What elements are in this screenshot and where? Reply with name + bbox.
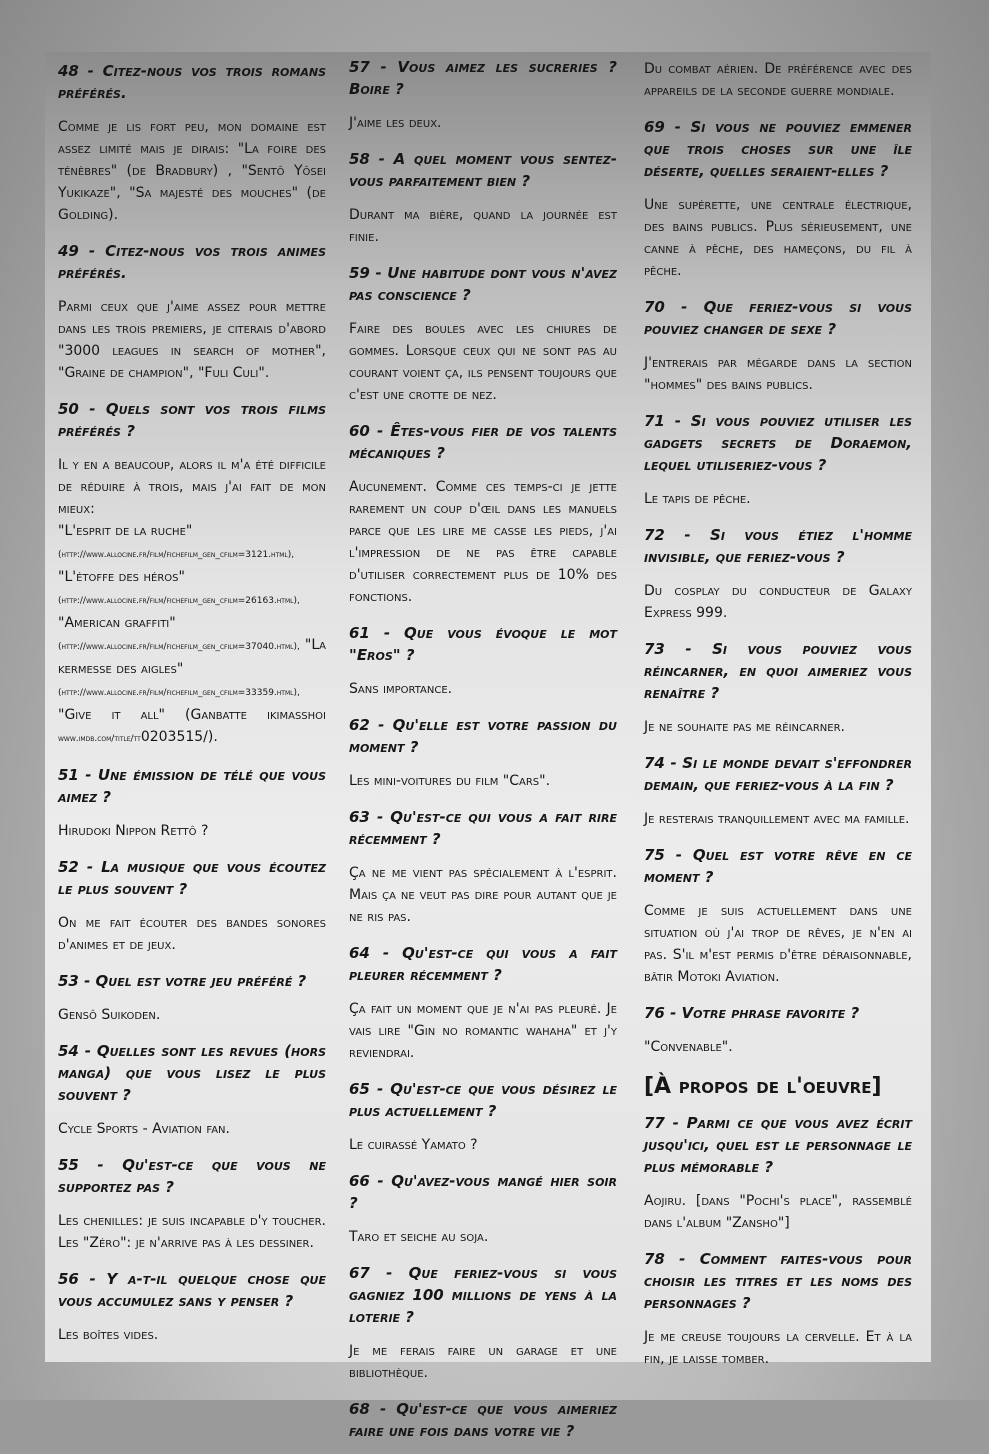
question-64: 64 - Qu'est-ce qui vous a fait pleurer récemment ? (349, 944, 617, 984)
answer-67: Je me ferais faire un garage et une bibliothèque. (349, 1343, 617, 1381)
question-71: 71 - Si vous pouviez utiliser les gadgets secrets de Doraemon, lequel utiliseriez-vous ? (644, 412, 912, 474)
film-title-5: "Give it all" (Ganbatte ikimasshoi (58, 707, 326, 723)
answer-57: J'aime les deux. (349, 115, 442, 131)
question-76: 76 - Votre phrase favorite ? (644, 1004, 860, 1022)
film-link-4: (http://www.allocine.fr/film/fichefilm_gen_cfilm=33359.html), (58, 688, 300, 698)
question-75: 75 - Quel est votre rêve en ce moment ? (644, 846, 912, 886)
answer-50 (58, 454, 326, 750)
question-50: 50 - Quels sont vos trois films préférés ? (58, 400, 326, 440)
answer-66: Taro et seiche au soja. (349, 1229, 489, 1245)
film-link-3: (http://www.allocine.fr/film/fichefilm_gen_cfilm=37040.html), (58, 642, 300, 652)
section-heading: [À propos de l'oeuvre] (644, 1074, 882, 1099)
question-51: 51 - Une émission de télé que vous aimez ? (58, 766, 326, 806)
answer-59: Faire des boules avec les chiures de gommes. Lorsque ceux qui ne sont pas au courant voient ça, ils pensent toujours que c'est une crotte de nez. (349, 321, 617, 403)
answer-70: J'entrerais par mégarde dans la section "hommes" des bains publics. (644, 355, 912, 393)
film-title-3: "American graffiti" (58, 615, 176, 631)
column-2 (349, 52, 617, 1454)
question-73: 73 - Si vous pouviez vous réincarner, en quoi aimeriez vous renaître ? (644, 640, 912, 702)
answer-58: Durant ma bière, quand la journée est finie. (349, 207, 617, 245)
film-title-4: "La kermesse des aigles" (58, 637, 326, 677)
answer-56: Les boîtes vides. (58, 1327, 159, 1343)
answer-72: Du cosplay du conducteur de Galaxy Express 999. (644, 583, 912, 621)
question-67: 67 - Que feriez-vous si vous gagniez 100 millions de yens à la loterie ? (349, 1264, 617, 1326)
question-68: 68 - Qu'est-ce que vous aimeriez faire une fois dans votre vie ? (349, 1400, 617, 1440)
question-63: 63 - Qu'est-ce qui vous a fait rire récemment ? (349, 808, 617, 848)
question-55: 55 - Qu'est-ce que vous ne supportez pas ? (58, 1156, 326, 1196)
question-58: 58 - A quel moment vous sentez-vous parfaitement bien ? (349, 150, 617, 190)
question-74: 74 - Si le monde devait s'effondrer demain, que feriez-vous à la fin ? (644, 754, 912, 794)
answer-60: Aucunement. Comme ces temps-ci je jette rarement un coup d'œil dans les manuels parce que les lire me casse les pieds, j'ai l'impression de ne pas être capable d'utiliser correctement plus de 10% des fonctions. (349, 479, 617, 605)
answer-55: Les chenilles: je suis incapable d'y toucher. Les "Zéro": je n'arrive pas à les dessiner. (58, 1213, 326, 1251)
film-link-2: (http://www.allocine.fr/film/fichefilm_gen_cfilm=26163.html), (58, 596, 300, 606)
question-78: 78 - Comment faites-vous pour choisir les titres et les noms des personnages ? (644, 1250, 912, 1312)
question-53: 53 - Quel est votre jeu préféré ? (58, 972, 307, 990)
answer-71: Le tapis de pêche. (644, 491, 751, 507)
answer-62: Les mini-voitures du film "Cars". (349, 773, 551, 789)
answer-69: Une supérette, une centrale électrique, des bains publics. Plus sérieusement, une canne à pêche, des hameçons, du fil à pêche. (644, 197, 912, 279)
question-56: 56 - Y a-t-il quelque chose que vous accumulez sans y penser ? (58, 1270, 326, 1310)
answer-75: Comme je suis actuellement dans une situation où j'ai trop de rêves, je n'en ai pas. S'il m'est permis d'être déraisonnable, bâtir Motoki Aviation. (644, 903, 912, 985)
question-61: 61 - Que vous évoque le mot "Eros" ? (349, 624, 617, 664)
answer-49: Parmi ceux que j'aime assez pour mettre dans les trois premiers, je citerais d'abord "3000 leagues in search of mother", "Graine de champion", "Fuli Culi". (58, 299, 326, 381)
answer-61: Sans importance. (349, 681, 453, 697)
question-70: 70 - Que feriez-vous si vous pouviez changer de sexe ? (644, 298, 912, 338)
answer-65: Le cuirassé Yamato ? (349, 1137, 478, 1153)
answer-74: Je resterais tranquillement avec ma famille. (644, 811, 910, 827)
column-1 (58, 52, 326, 1360)
question-60: 60 - Êtes-vous fier de vos talents mécaniques ? (349, 422, 617, 462)
answer-76: "Convenable". (644, 1039, 733, 1055)
question-69: 69 - Si vous ne pouviez emmener que trois choses sur une île déserte, quelles seraient-elles ? (644, 118, 912, 180)
answer-64: Ça fait un moment que je n'ai pas pleuré. Je vais lire "Gin no romantic wahaha" et j'y reviendrai. (349, 1001, 617, 1061)
question-54: 54 - Quelles sont les revues (hors manga) que vous lisez le plus souvent ? (58, 1042, 326, 1104)
question-59: 59 - Une habitude dont vous n'avez pas conscience ? (349, 264, 617, 304)
film-title-1: "L'esprit de la ruche" (58, 523, 193, 539)
interview-panel (45, 52, 931, 1440)
answer-51: Hirudoki Nippon Rettô ? (58, 823, 209, 839)
film-title-2: "L'étoffe des héros" (58, 569, 185, 585)
question-57: 57 - Vous aimez les sucreries ? Boire ? (349, 58, 617, 98)
answer-78: Je me creuse toujours la cervelle. Et à la fin, je laisse tomber. (644, 1329, 912, 1367)
question-66: 66 - Qu'avez-vous mangé hier soir ? (349, 1172, 617, 1212)
question-62: 62 - Qu'elle est votre passion du moment ? (349, 716, 617, 756)
answer-68: Du combat aérien. De préférence avec des appareils de la seconde guerre mondiale. (644, 61, 912, 99)
answer-53: Gensô Suikoden. (58, 1007, 161, 1023)
column-3 (644, 52, 912, 1384)
film-link-5-id: 0203515/). (140, 729, 218, 745)
film-link-1: (http://www.allocine.fr/film/fichefilm_gen_cfilm=3121.html), (58, 550, 295, 560)
answer-54: Cycle Sports - Aviation fan. (58, 1121, 230, 1137)
answer-63: Ça ne me vient pas spécialement à l'esprit. Mais ça ne veut pas dire pour autant que je ne ris pas. (349, 865, 617, 925)
question-65: 65 - Qu'est-ce que vous désirez le plus actuellement ? (349, 1080, 617, 1120)
answer-50-intro: Il y en a beaucoup, alors il m'a été difficile de réduire à trois, mais j'ai fait de mon mieux: (58, 457, 326, 517)
question-48: 48 - Citez-nous vos trois romans préférés. (58, 62, 326, 102)
answer-48: Comme je lis fort peu, mon domaine est assez limité mais je dirais: "La foire des ténèbres" (de Bradbury) , "Sentô Yôsei Yukikaze", "Sa majesté des mouches" (de Golding). (58, 119, 326, 223)
question-72: 72 - Si vous étiez l'homme invisible, que feriez-vous ? (644, 526, 912, 566)
film-link-5: www.imdb.com/title/tt (58, 734, 141, 744)
question-52: 52 - La musique que vous écoutez le plus souvent ? (58, 858, 326, 898)
question-49: 49 - Citez-nous vos trois animes préférés. (58, 242, 326, 282)
question-77: 77 - Parmi ce que vous avez écrit jusqu'ici, quel est le personnage le plus mémorable ? (644, 1114, 912, 1176)
answer-52: On me fait écouter des bandes sonores d'animes et de jeux. (58, 915, 326, 953)
answer-77: Aojiru. [dans "Pochi's place", rassemblé dans l'album "Zansho"] (644, 1193, 912, 1231)
answer-73: Je ne souhaite pas me réincarner. (644, 719, 845, 735)
